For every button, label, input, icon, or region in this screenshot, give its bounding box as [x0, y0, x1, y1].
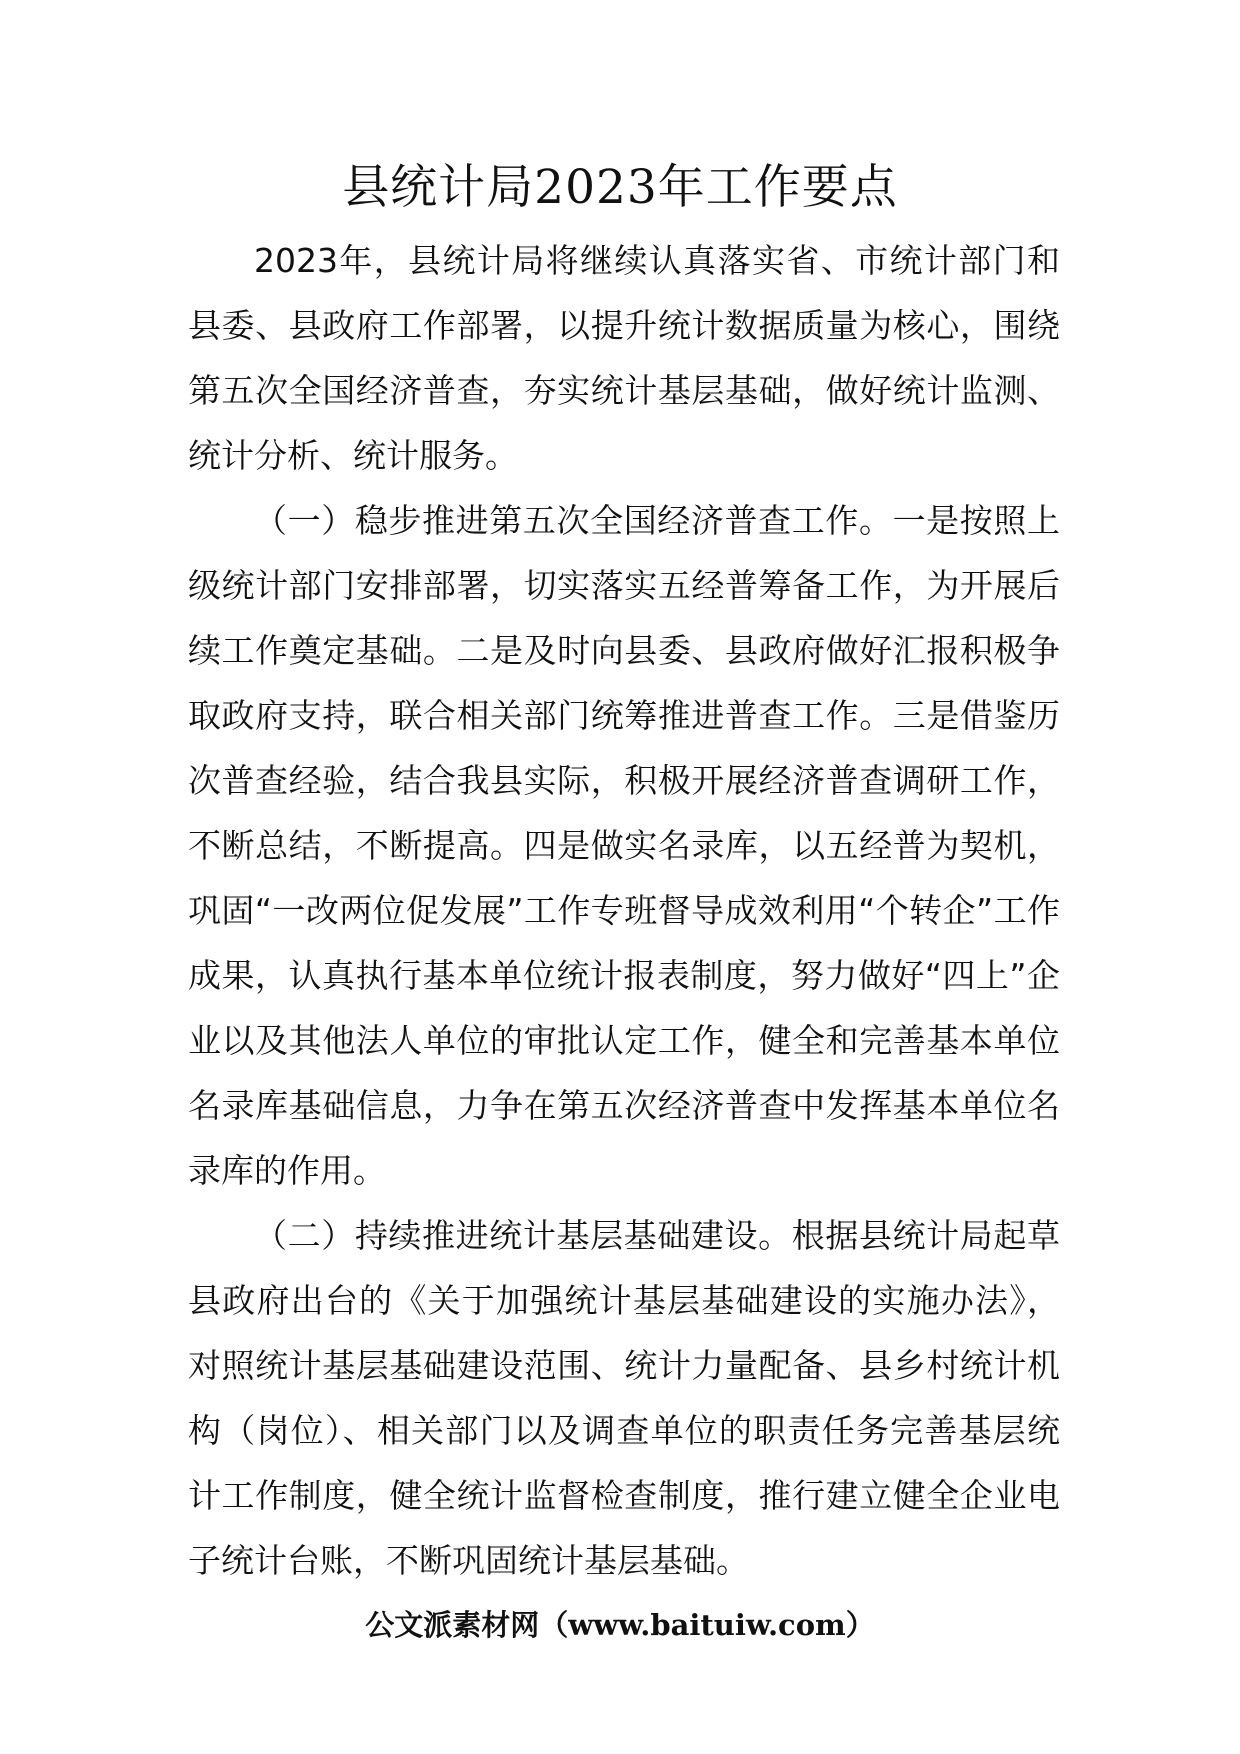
paragraph-intro: 2023年，县统计局将继续认真落实省、市统计部门和县委、县政府工作部署，以提升统计数据质量为核心，围绕第五次全国经济普查，夯实统计基层基础，做好统计监测、统计分析、统计服务。 — [188, 241, 1060, 475]
document-body — [188, 228, 1060, 1593]
paragraph-section-1: （一）稳步推进第五次全国经济普查工作。一是按照上级统计部门安排部署，切实落实五经普筹备工作，为开展后续工作奠定基础。二是及时向县委、县政府做好汇报积极争取政府支持，联合相关部门统筹推进普查工作。三是借鉴历次普查经验，结合我县实际，积极开展经济普查调研工作，不断总结，不断提高。四是做实名录库，以五经普为契机，巩固“一改两位促发展”工作专班督导成效利用“个转企”工作成果，认真执行基本单位统计报表制度，努力做好“四上”企业以及其他法人单位的审批认定工作，健全和完善基本单位名录库基础信息，力争在第五次经济普查中发挥基本单位名录库的作用。 — [188, 501, 1060, 1190]
source-footer: 公文派素材网（www.baituiw.com） — [365, 1608, 875, 1642]
document-title: 县统计局2023年工作要点 — [342, 160, 898, 215]
paragraph-section-2: （二）持续推进统计基层基础建设。根据县统计局起草县政府出台的《关于加强统计基层基础建设的实施办法》，对照统计基层基础建设范围、统计力量配备、县乡村统计机构（岗位）、相关部门以及调查单位的职责任务完善基层统计工作制度，健全统计监督检查制度，推行建立健全企业电子统计台账，不断巩固统计基层基础。 — [188, 1216, 1060, 1580]
